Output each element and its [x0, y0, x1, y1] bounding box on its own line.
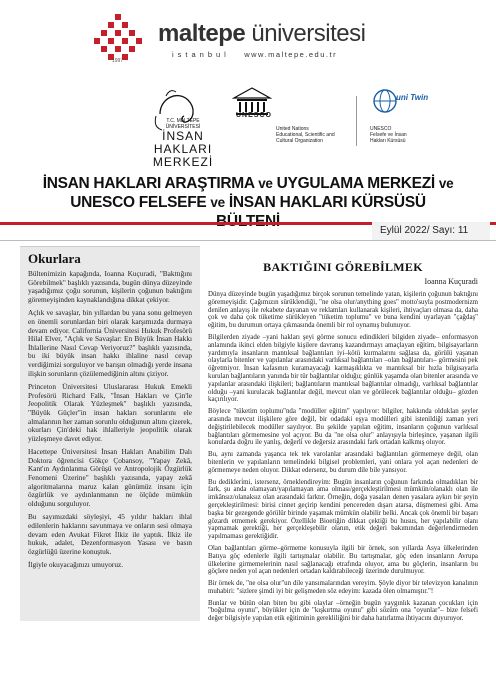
- unitwin-globe-icon: [372, 88, 398, 114]
- title-part: İNSAN HAKLARI ARAŞTIRMA: [42, 175, 259, 192]
- unitwin-word: uni Twin: [396, 93, 429, 102]
- title-part: ve: [438, 176, 454, 191]
- title-part: UNESCO FELSEFE: [70, 194, 211, 211]
- unesco-caption-2: Educational, Scientific and: [276, 132, 335, 138]
- article-paragraph: Bu, aynı zamanda yaşanca tek tek varolanlar arasındaki bağlantıları görmemeye değil, olan bitenlerin ve yapılanların temelindeki bilgisel problemleri, yani onlara yol açan nedenleri de görmemeye neden oluyor. Dikkat edersenz, bu durum dile bile yansıyor.: [208, 451, 478, 474]
- center-logo-line3: MERKEZİ: [152, 155, 214, 169]
- article-title: BAKTIĞINI GÖREBİLMEK: [263, 260, 423, 274]
- article-paragraph: Bunlar ve bütün olan biten bu gibi olaylar –örneğin bugün yaygınlık kazanan çocukları için "boğulma oyunu", büyükler için de "kışkırtma oyunu" gibi sözüm ona "oyunlar"– bize felsefi değer bilgisiyle yapılan etik eğitiminin gerekliliğini bir daha hatırlatma ihtiyacını duyuruyor.: [208, 599, 478, 623]
- title-part: ve: [210, 195, 225, 210]
- editor-note-sidebar: [20, 246, 200, 621]
- unesco-word: UNESCO: [236, 112, 272, 119]
- title-line-1: [40, 174, 456, 193]
- article-paragraph: Bu dedikleri̇mi, istersenz, örneklendireyim: Bugün insanların çoğunun farkında olmadıkları bir fark, şu anda olamayan/yapılamayan ama olması/gerçekleştirilmesi mümkün/olanaklı olan ile imkânsız/olanaksız olan arasındaki farktır. Örneğin, doğa yasaları denen yasalara aykırı bir şeyin gerçekleştirilmesi: birisi cinnet geçirip kendini pencereden dışarı atarsa, düşmemesi gibi. Ama başka bir gezegende görülür birinde yaşamak mümkün olabilir belki. Ancak çok önemli bir başarı gözardı etmemek gerekiyor. Özellikle Bioetiğin dikkat çektiği bu husus, her yapılabilir olanı yapmamak gerektiği, her gerçekleşebilir olanın, etik değeri bakımından değerlendirmeden yapılmaması gerektiğidir.: [208, 478, 478, 541]
- center-logo-line2: HAKLARI: [153, 142, 213, 156]
- sidebar-paragraph: İlgiyle okuyacağınızı umuyoruz.: [28, 560, 124, 570]
- title-part: ve: [258, 176, 273, 191]
- sidebar-paragraph: Bu sayımızdaki söyleşiyi, 45 yıldır hakları ihlal edilenlerin haklarını savunmaya ve onların sesi olmaya devam eden Avukat Fikret İlkiz ile yaptık. İlkiz ile hukuk, adalet, Dezenformasyon Yasası ve basın özgürlüğü üzerine konuştuk.: [28, 512, 192, 556]
- unesco-caption-3: Cultural Organization: [276, 138, 323, 144]
- issue-label: Eylül 2022/ Sayı: 11: [372, 222, 490, 240]
- sidebar-paragraph: Bültenimizin kapağında, Ioanna Kuçuradi, "Bakttığını Görebilmek" başlıklı yazısında, bugün dünya düzeyinde yaşadığımız çoğu sorunun, kişilerin çoğunun baktığını göremeyişinden kaynaklandığına dikkat çekiyor.: [28, 269, 192, 304]
- sidebar-heading: Okurlara: [28, 251, 81, 266]
- brand-subline: [172, 50, 337, 59]
- article-paragraph: Bilgilerden ziyade –yani hakları şeyi görme sonucu edindikleri bilgiden ziyade– enformasyon anlamında ikinci elden bilgiyle kişilere davranış kazandırmayı amaçlayan eğitim, bilgisayarların yardımıyla insanların mantıksal bağlantıları iyi–kötü kurmalarını sağlasa da, görülü yaşanan olaylarla bitenler ve yapılanlar arasındaki varlıksal bağlantıları –olan bağlantıları– görmesini pek öğretmiyor. İnsan kafasının kuramayacağı karmaşıklıkta ve mantıksal bir hızla bilgisayarla kurulan bağlantıların yanında bir tür bağlantılar olduğu; günlük yaşamda olan bitenler arasında ve yapılanlar arasındaki ilişkileri; bağlantıların mantıksal bağlantılar olmadığı, varlıksal bağlantılar olduğu –yani kurulacak bağlantılar değil, mevcut olan ve görülecek bağlantılar olduğu– gözden kaçırılıyor.: [208, 333, 478, 404]
- center-logo-small: T.C. MALTEPE ÜNİVERSİTESİ: [165, 118, 201, 130]
- brand-website: www.maltepe.edu.tr: [244, 50, 338, 59]
- center-logo-text: [150, 118, 216, 169]
- article-paragraph: Bir örnek de, "ne olsa olur"un dile yansımalarından vereyim. Şöyle diyor bir televizyon kanalının muhabiri: "sizlere şimdi iyi bir gelişmeden söz edeyim: kazada ölen olmamıştır."!: [208, 580, 478, 595]
- center-logo-line1: İNSAN: [162, 129, 204, 143]
- title-part: İNSAN HAKLARI KÜRSÜSÜ: [228, 194, 426, 211]
- unitwin-caption-2: Felsefe ve İnsan: [370, 132, 407, 138]
- issue-underline: [0, 240, 496, 241]
- logo-separator: [356, 96, 357, 146]
- main-article: [200, 246, 478, 676]
- unesco-caption-1: United Nations: [276, 126, 309, 132]
- founding-year: 1997: [112, 58, 124, 64]
- article-paragraph: Dünya düzeyinde bugün yaşadığımız birçok sorunun temelinde yatan, kişilerin çoğunun baktığını göremeyişidir. Çağımızın sürüklendiği, "ne olsa olur/anything goes" motto'suyla postmodernizm denilen anlayış ile rekabete dayanan ve reklamları kullanarak kişileri, ihtiyaçları olmasa da, daha çok ve daha çok tüketime sürükleyen "tüketim toplumu" ve buna kendini uyarlayan "çağdaş" eğitim, bu durumun ortaya çıkmasında önemli bir rol oynamış bulunuyor.: [208, 291, 478, 330]
- unesco-caption: [276, 126, 336, 144]
- article-author: Ioanna Kuçuradi: [424, 277, 478, 286]
- article-paragraph: Böylece "tüketim toplumu"nda "modüller eğitim" yapılıyor: bilgiler, hakkında olduklan şeyler arasında mevcut ilişkilere göre değil, bir odadaki eşya modülleri gibi istenildiği zaman yeri değiştirilebilecek modüller sayılıyor. Bu şekilde yapılan eğitim, insanların çoğunun varlıksal bağlantıları görmemesine yol açıyor. Bu da "ne olsa olur" anlayışıyla birleşince, yaşanan ilgili konularda doğru ile yanlış, değerli ve değersiz arasındaki fark ortadan kalkmış oluyor.: [208, 408, 478, 447]
- sidebar-paragraph: Açlık ve savaşlar, bin yıllardan bu yana sonu gelmeyen en önemli sorunlardan biri olarak karşımızda durmaya devam ediyor. California Üniversitesi Hukuk Profesörü Hilal Elver, "Açlık ve Savaşlar: En Büyük İnsan Hakkı İhlallerine Nasıl Cevap Veriyoruz?" başlıklı yazısında, bu iki büyük insan hakkı ihlaline nasıl cevap verdiğimizi sorguluyor ve barışın olmadığı yerde insana ilişkin sorunların çözülemediğinin altını çiziyor.: [28, 308, 192, 378]
- unitwin-caption: [370, 126, 430, 144]
- article-paragraph: Olan bağlantıları görme–görmeme konusuyla ilgili bir örnek, son yıllarda Asya ülkelerinden Batıya göç edenlerle ilgili tartışmalar olabilir. Bu tartışmalar, göç eden insanların Avrupa ülkelerine girmemelerinin nasıl sağlanacağı etrafında oluyor, ama bu göçlerin, insanların bu göçlere neden yol açan nedenleri ortadan kaldırabileceği üzerinde durulmuyor.: [208, 544, 478, 576]
- university-name: [158, 20, 365, 48]
- sidebar-paragraph: Hacettepe Üniversitesi İnsan Hakları Anabilim Dalı Doktora öğrencisi Gökçe Çobansoy, "Yapay Zekâ, Kant'ın Aydınlanma Görüşü ve Antropolojik Özgürlük Fenomeni Üzerine" başlıklı yazısında, yapay zekâ algoritmalarına maruz kalan günümüz insanı için özgürlük ve aydınlanmanın ne ölçüde mümkün olduğunu sorguluyor.: [28, 447, 192, 508]
- brand-city: istanbul: [172, 50, 230, 59]
- unitwin-caption-1: UNESCO: [370, 126, 392, 132]
- brand-light: üniversitesi: [245, 20, 366, 47]
- sidebar-paragraph: Princeton Üniversitesi Uluslararası Hukuk Emekli Profesörü Richard Falk, "İnsan Hakları ve Çin'le Jeopolitik Olarak Yüzleşmek" başlıklı yazısında, "Büyük Güçler"in insan hakları sorunlarını ele almalarının her zaman sorunlu olduğunun altını çizerek, okurları Çin'deki hak ihlalleriyle jeopolitik olarak yüzleşmeye davet ediyor.: [28, 382, 192, 443]
- title-part: UYGULAMA MERKEZİ: [272, 175, 439, 192]
- brand-bold: maltepe: [158, 20, 246, 47]
- unitwin-caption-3: Hakları Kürsüsü: [370, 138, 406, 144]
